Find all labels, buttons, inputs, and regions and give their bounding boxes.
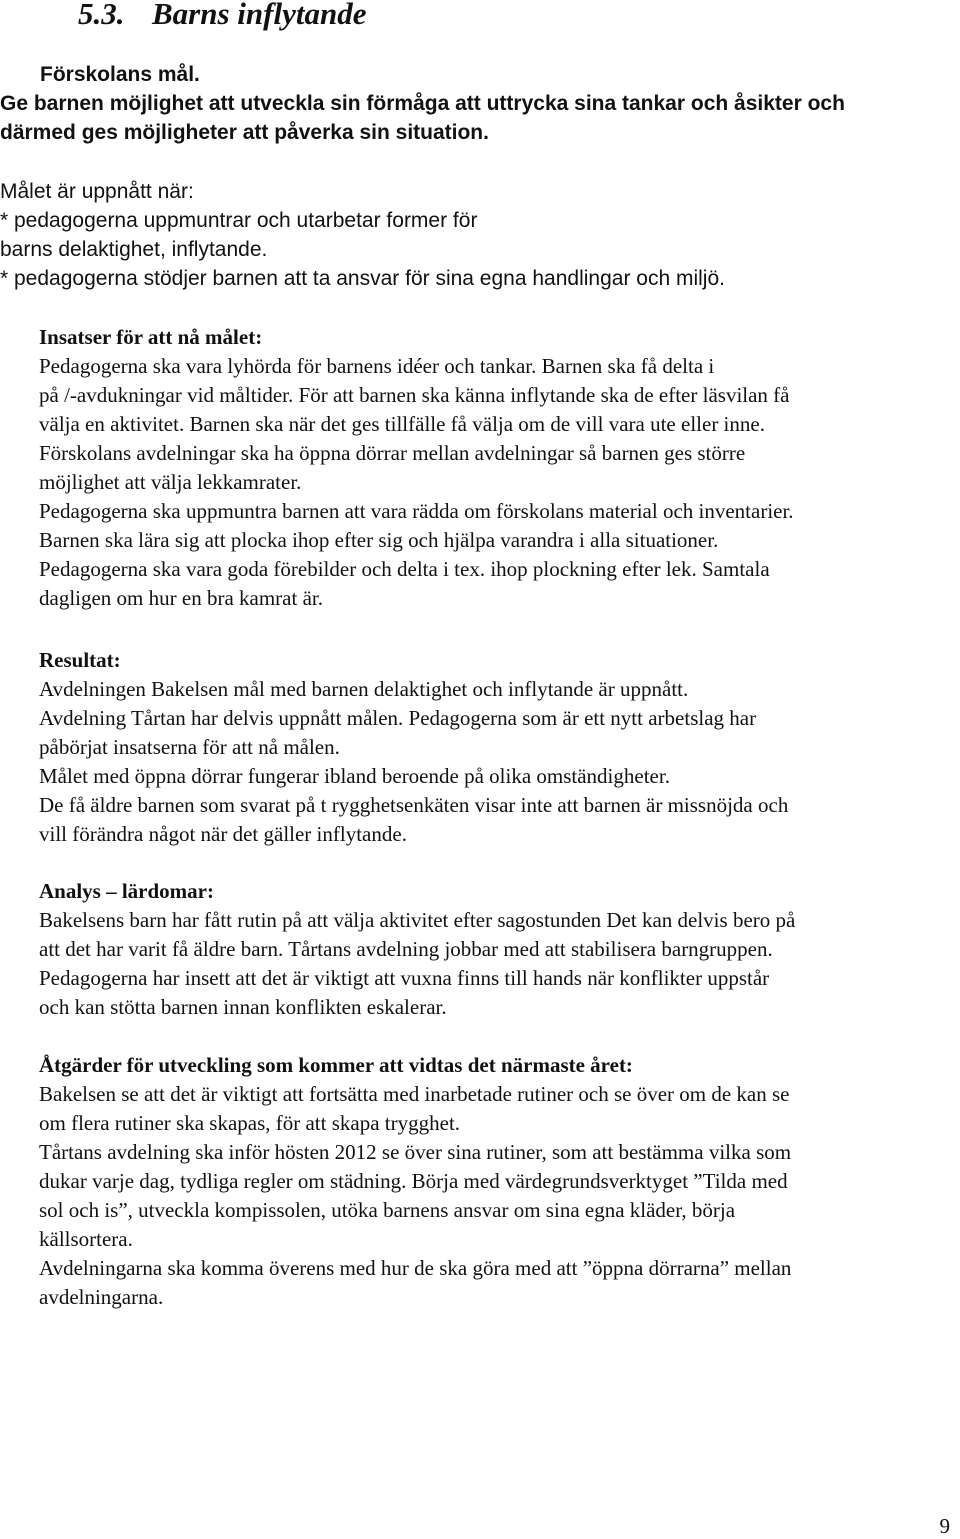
analys-line: och kan stötta barnen innan konflikten eskalerar. (39, 995, 447, 1019)
atgarder-line: om flera rutiner ska skapas, för att skapa trygghet. (39, 1111, 461, 1135)
atgarder-title: Åtgärder för utveckling som kommer att vidtas det närmaste året: (39, 1053, 633, 1077)
criteria-block (0, 177, 725, 293)
analys-line: Pedagogerna har insett att det är viktigt att vuxna finns till hands när konflikter uppstår (39, 966, 770, 990)
resultat-line: Målet med öppna dörrar fungerar ibland beroende på olika omständigheter. (39, 764, 670, 788)
insatser-line: välja en aktivitet. Barnen ska när det ges tillfälle få välja om de vill vara ute eller inne. (39, 412, 765, 436)
insatser-line: Pedagogerna ska uppmuntra barnen att vara rädda om förskolans material och inventarier. (39, 499, 794, 523)
resultat-line: Avdelning Tårtan har delvis uppnått målen. Pedagogerna som är ett nytt arbetslag har (39, 706, 757, 730)
analys-line: att det har varit få äldre barn. Tårtans avdelning jobbar med att stabilisera barngruppen. (39, 937, 773, 961)
insatser-line: Förskolans avdelningar ska ha öppna dörrar mellan avdelningar så barnen ges större (39, 441, 746, 465)
analys-section (39, 877, 954, 1022)
insatser-title: Insatser för att nå målet: (39, 325, 263, 349)
resultat-line: påbörjat insatserna för att nå målen. (39, 735, 340, 759)
insatser-line: möjlighet att välja lekkamrater. (39, 470, 302, 494)
analys-title: Analys – lärdomar: (39, 879, 214, 903)
resultat-title: Resultat: (39, 648, 121, 672)
insatser-line: på /-avdukningar vid måltider. För att barnen ska känna inflytande ska de efter läsvilan få (39, 383, 790, 407)
resultat-section (39, 646, 954, 849)
analys-line: Bakelsens barn har fått rutin på att välja aktivitet efter sagostunden Det kan delvis bero på (39, 908, 796, 932)
insatser-section (39, 323, 954, 613)
atgarder-line: källsortera. (39, 1227, 133, 1251)
goal-heading: Förskolans mål. (40, 63, 200, 86)
criteria-line: Målet är uppnått när: (0, 180, 194, 203)
atgarder-line: Avdelningarna ska komma överens med hur de ska göra med att ”öppna dörrarna” mellan (39, 1256, 792, 1280)
criteria-line: * pedagogerna stödjer barnen att ta ansvar för sina egna handlingar och miljö. (0, 267, 725, 290)
atgarder-line: Tårtans avdelning ska inför hösten 2012 se över sina rutiner, som att bestämma vilka som (39, 1140, 792, 1164)
atgarder-section (39, 1051, 954, 1312)
goal-line: därmed ges möjligheter att påverka sin situation. (0, 121, 489, 144)
section-heading (78, 0, 366, 32)
criteria-line: * pedagogerna uppmuntrar och utarbetar former för (0, 209, 478, 232)
goal-line: Ge barnen möjlighet att utveckla sin förmåga att uttrycka sina tankar och åsikter och (0, 92, 845, 115)
goal-block (0, 60, 845, 147)
insatser-line: Pedagogerna ska vara goda förebilder och delta i tex. ihop plockning efter lek. Samtala (39, 557, 770, 581)
section-number: 5.3. (78, 0, 125, 31)
insatser-line: Pedagogerna ska vara lyhörda för barnens idéer och tankar. Barnen ska få delta i (39, 354, 715, 378)
insatser-line: Barnen ska lära sig att plocka ihop efter sig och hjälpa varandra i alla situationer. (39, 528, 719, 552)
atgarder-line: sol och is”, utveckla kompissolen, utöka barnens ansvar om sina egna kläder, börja (39, 1198, 736, 1222)
atgarder-line: avdelningarna. (39, 1285, 164, 1309)
insatser-line: dagligen om hur en bra kamrat är. (39, 586, 323, 610)
resultat-line: vill förändra något när det gäller inflytande. (39, 822, 407, 846)
atgarder-line: dukar varje dag, tydliga regler om städning. Börja med värdegrundsverktyget ”Tilda med (39, 1169, 788, 1193)
resultat-line: Avdelningen Bakelsen mål med barnen delaktighet och inflytande är uppnått. (39, 677, 689, 701)
atgarder-line: Bakelsen se att det är viktigt att fortsätta med inarbetade rutiner och se över om de kan se (39, 1082, 790, 1106)
page-number: 9 (939, 1514, 950, 1538)
resultat-line: De få äldre barnen som svarat på t rygghetsenkäten visar inte att barnen är missnöjda och (39, 793, 789, 817)
criteria-line: barns delaktighet, inflytande. (0, 238, 268, 261)
section-title: Barns inflytande (152, 0, 367, 31)
